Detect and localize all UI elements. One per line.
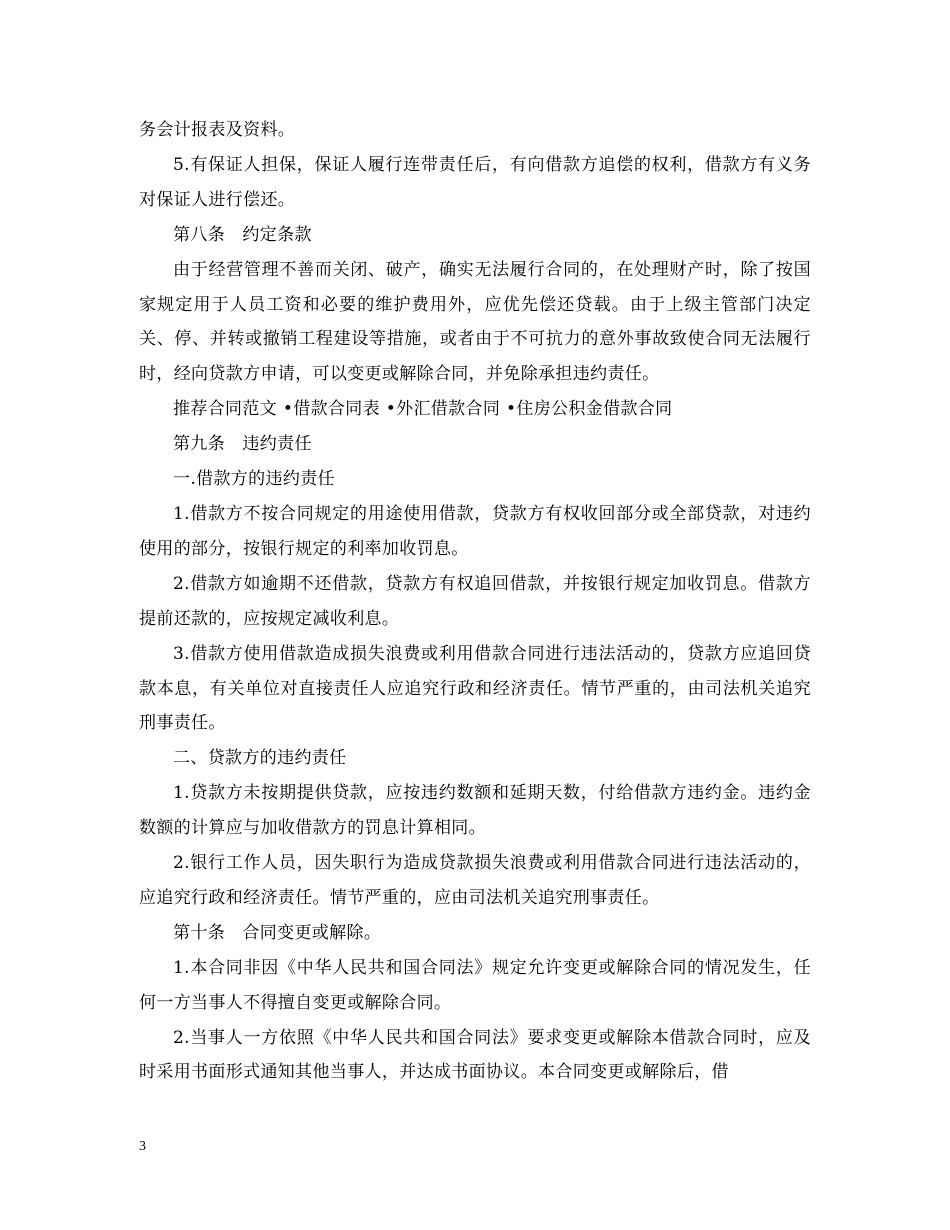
- page-number: 3: [139, 1139, 146, 1154]
- paragraph: 2.当事人一方依照《中华人民共和国合同法》要求变更或解除本借款合同时，应及时采用书面形式通知其他当事人，并达成书面协议。本合同变更或解除后，借: [139, 1027, 811, 1083]
- paragraph: 务会计报表及资料。: [139, 120, 296, 140]
- document-body: [139, 113, 811, 1090]
- subsection-heading: 一.借款方的违约责任: [173, 469, 335, 490]
- subsection-heading: 二、贷款方的违约责任: [173, 748, 347, 769]
- section-heading: 第九条 违约责任: [173, 434, 312, 455]
- paragraph: 2.借款方如逾期不还借款，贷款方有权追回借款，并按银行规定加收罚息。借款方提前还款的，应按规定减收利息。: [139, 573, 811, 629]
- section-heading: 第十条 合同变更或解除。: [173, 922, 382, 943]
- paragraph: 3.借款方使用借款造成损失浪费或利用借款合同进行违法活动的，贷款方应追回贷款本息，有关单位对直接责任人应追究行政和经济责任。情节严重的，由司法机关追究刑事责任。: [139, 643, 811, 734]
- section-heading: 第八条 约定条款: [173, 224, 312, 245]
- recommended-links: 推荐合同范文 •借款合同表 •外汇借款合同 •住房公积金借款合同: [173, 399, 673, 420]
- paragraph: 5.有保证人担保，保证人履行连带责任后，有向借款方追偿的权利，借款方有义务对保证人进行偿还。: [139, 154, 811, 210]
- paragraph: 由于经营管理不善而关闭、破产，确实无法履行合同的，在处理财产时，除了按国家规定用于人员工资和必要的维护费用外，应优先偿还贷载。由于上级主管部门决定关、停、并转或撤销工程建设等措施，或者由于不可抗力的意外事故致使合同无法履行时，经向贷款方申请，可以变更或解除合同，并免除承担违约责任。: [139, 259, 811, 385]
- paragraph: 2.银行工作人员，因失职行为造成贷款损失浪费或利用借款合同进行违法活动的，应追究行政和经济责任。情节严重的，应由司法机关追究刑事责任。: [139, 853, 811, 908]
- paragraph: 1.借款方不按合同规定的用途使用借款，贷款方有权收回部分或全部贷款，对违约使用的部分，按银行规定的利率加收罚息。: [139, 503, 811, 559]
- paragraph: 1.本合同非因《中华人民共和国合同法》规定允许变更或解除合同的情况发生，任何一方当事人不得擅自变更或解除合同。: [139, 957, 811, 1013]
- paragraph: 1.贷款方未按期提供贷款，应按违约数额和延期天数，付给借款方违约金。违约金数额的计算应与加收借款方的罚息计算相同。: [139, 783, 811, 839]
